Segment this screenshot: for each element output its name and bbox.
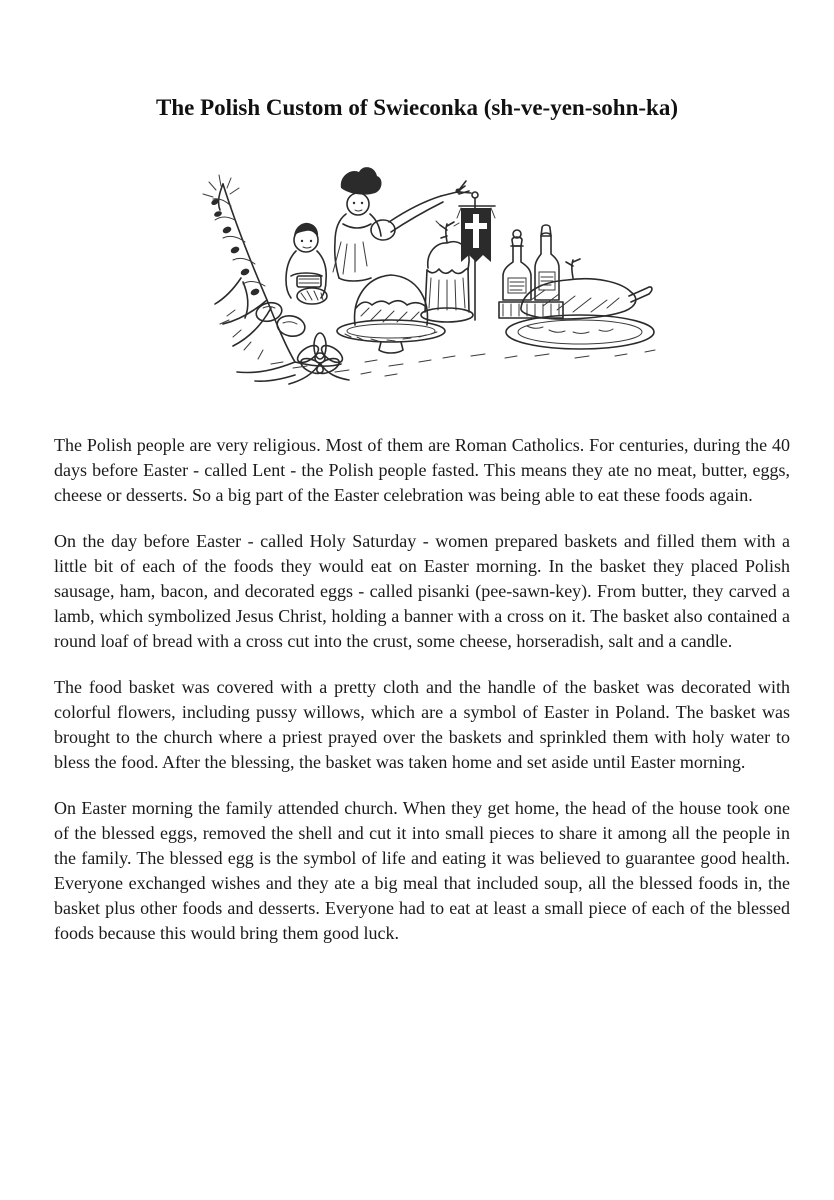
pussy-willow-branch (203, 175, 341, 373)
easter-table-illustration-svg (175, 150, 675, 390)
ham-platter (506, 259, 654, 349)
page-title: The Polish Custom of Swieconka (sh-ve-yen-sohn-ka) (155, 95, 678, 120)
dome-cake (337, 275, 445, 353)
paragraph-3: The food basket was covered with a pretty cloth and the handle of the basket was decorated with colorful flowers, including pussy willows, which are a symbol of Easter in Poland. The basket was brought to the church where a priest prayed over the baskets and sprinkled them with holy water to bless the food. After the blessing, the basket was taken home and set aside until Easter morning. (54, 677, 790, 772)
bottles (499, 225, 563, 318)
cross-banner (457, 192, 495, 320)
paragraph-1: The Polish people are very religious. Most of them are Roman Catholics. For centuries, during the 40 days before Easter - called Lent - the Polish people fasted. This means they ate no meat, butter, eggs, cheese or desserts. So a big part of the Easter celebration was being able to eat these foods again. (54, 435, 790, 505)
paragraph-4: On Easter morning the family attended church. When they get home, the head of the house took one of the blessed eggs, removed the shell and cut it into small pieces to share it among all the people in the family. The blessed egg is the symbol of life and eating it was believed to guarantee good health. Everyone exchanged wishes and they ate a big meal that included soup, all the blessed foods in, the basket plus other foods and desserts. Everyone had to eat at least a small piece of each of the blessed foods because this would bring them good luck. (54, 798, 790, 943)
child-figure (286, 223, 327, 304)
paragraph-2: On the day before Easter - called Holy Saturday - women prepared baskets and filled them with a little bit of each of the foods they would eat on Easter morning. In the basket they placed Polish sausage, ham, bacon, and decorated eggs - called pisanki (pee-sawn-key). From butter, they carved a lamb, which symbolized Jesus Christ, holding a banner with a cross on it. The basket also contained a round loaf of bread with a cross cut into the crust, some cheese, horseradish, salt and a candle. (54, 531, 790, 651)
article-body (54, 433, 790, 946)
easter-table-engraving-illustration (175, 150, 675, 390)
